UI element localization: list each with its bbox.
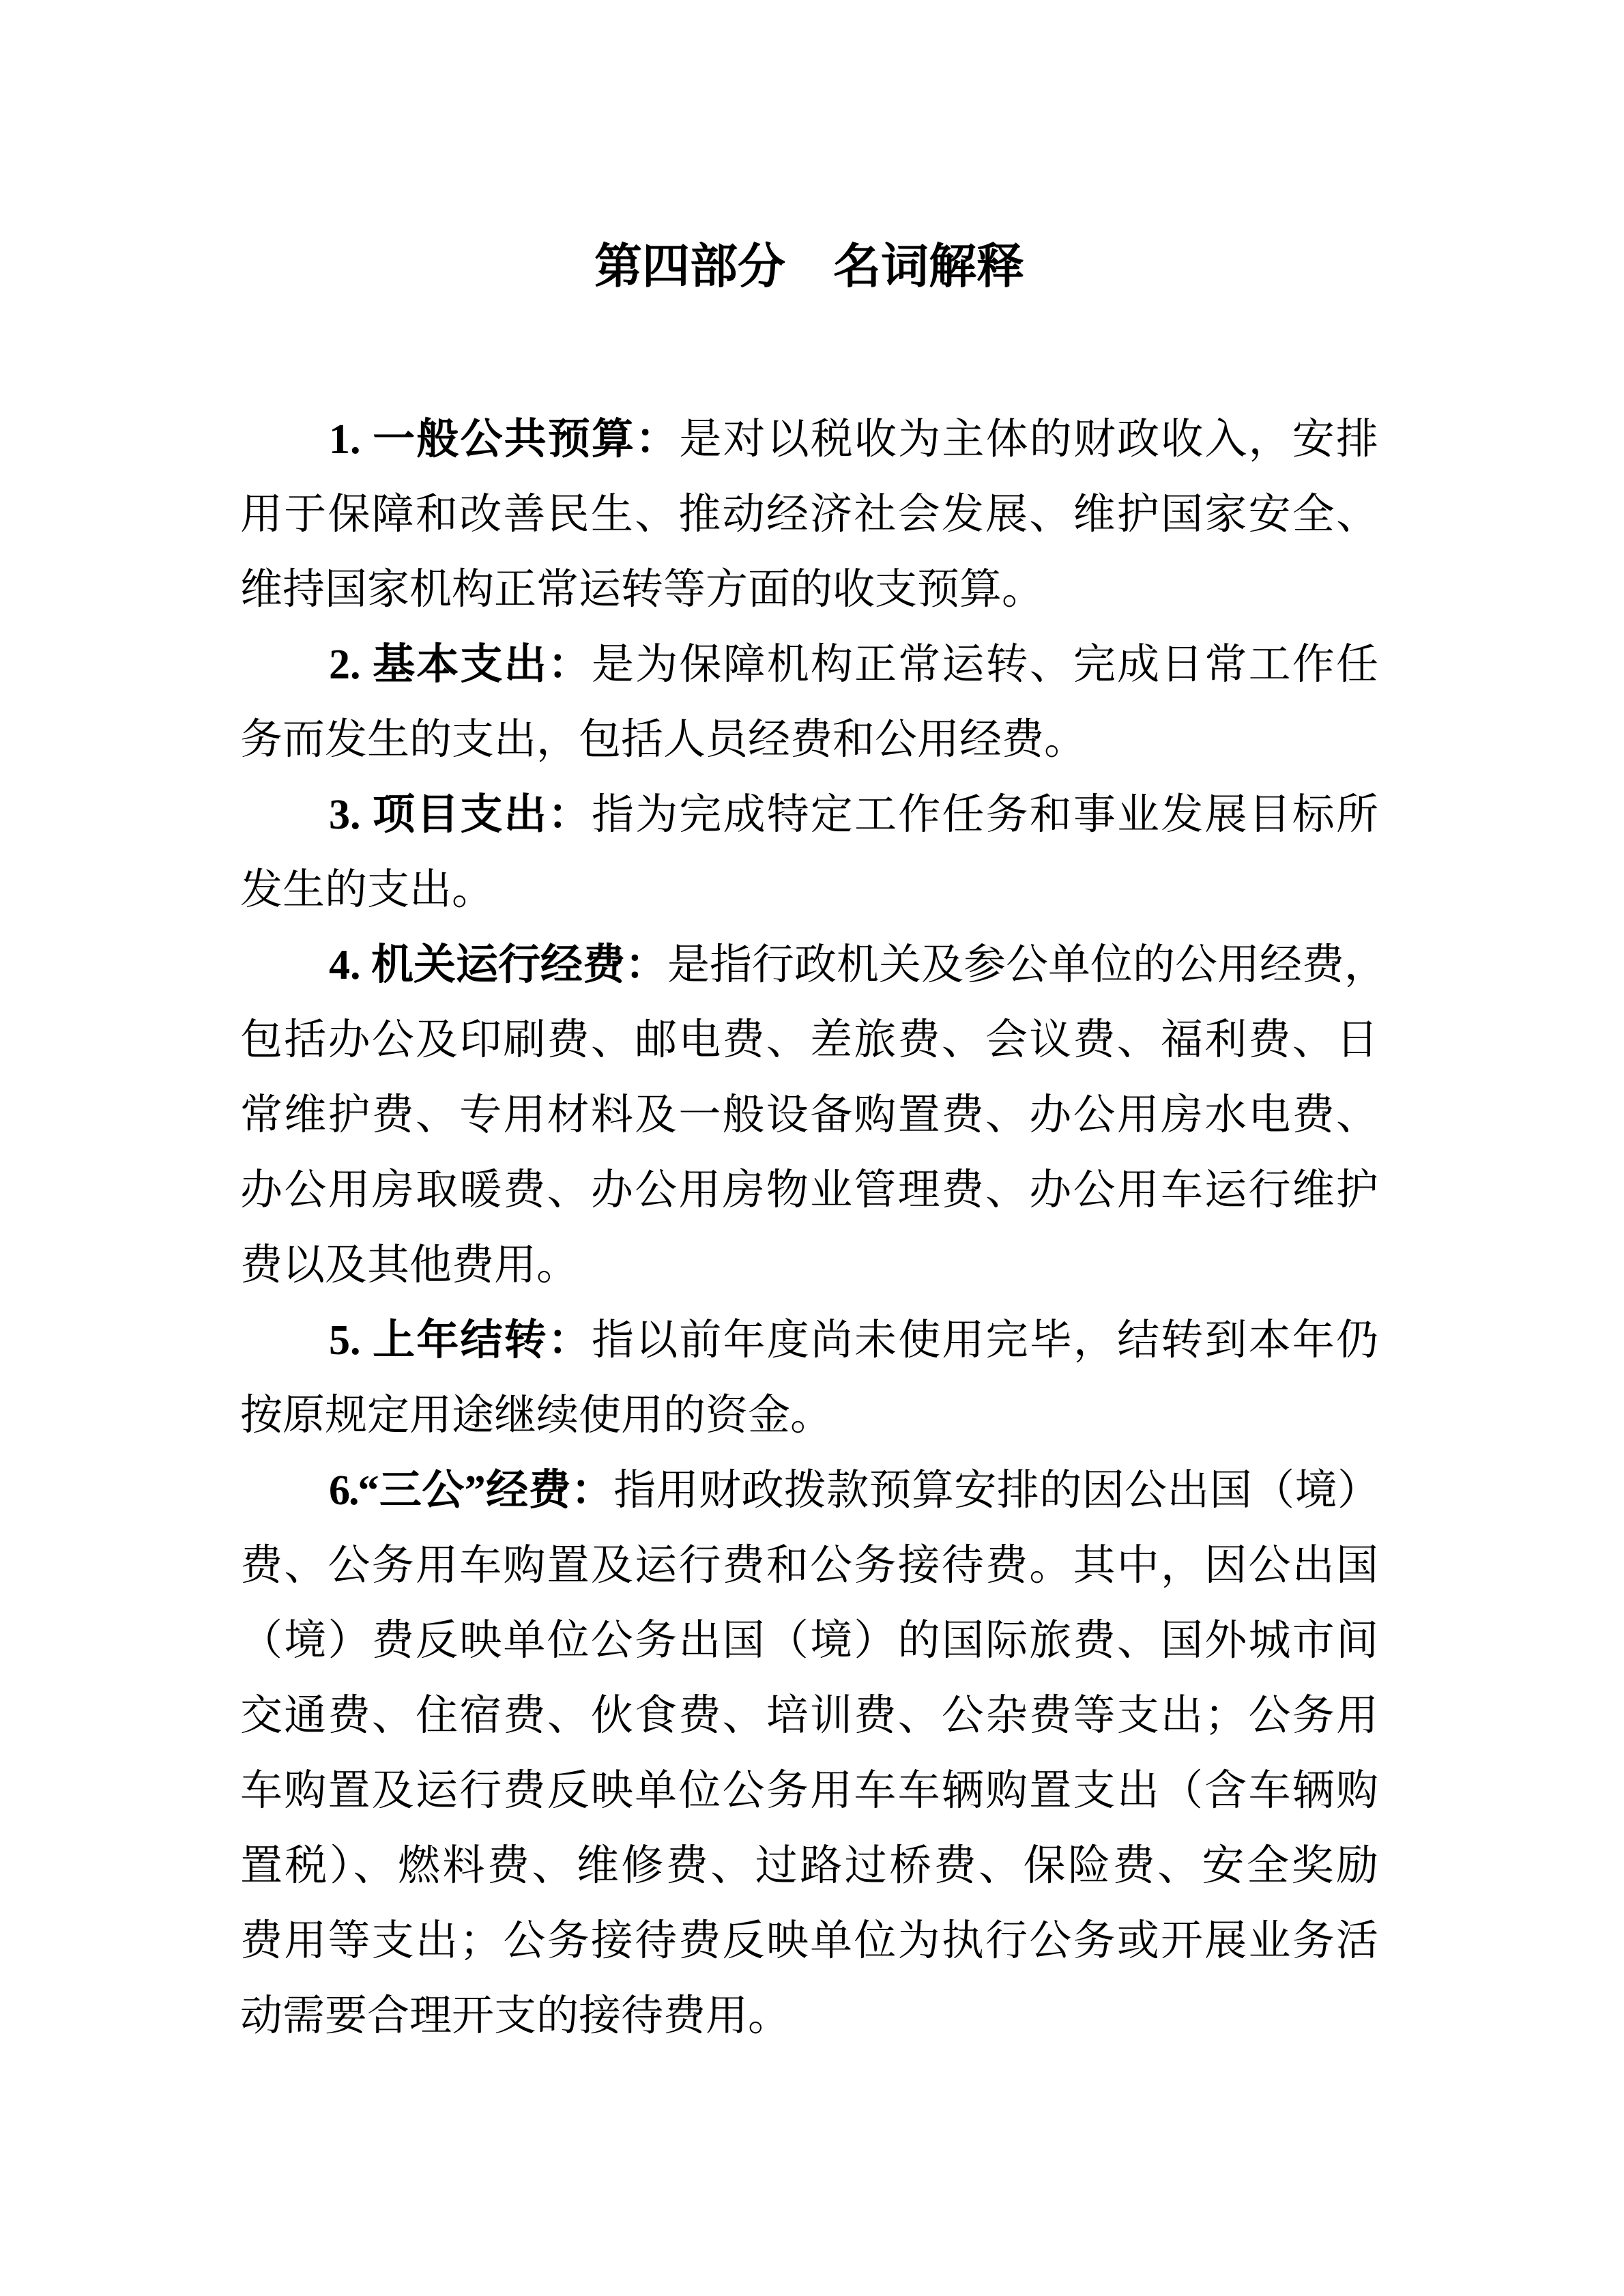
p6-line-4: 交通费、住宿费、伙食费、培训费、公杂费等支出；公务用 [240,1693,1378,1739]
p5-term: 5. 上年结转： [329,1317,592,1364]
p4-line-5: 费以及其他费用。 [240,1242,579,1289]
p4-line-3: 常维护费、专用材料及一般设备购置费、办公用房水电费、 [240,1092,1378,1138]
p6-line-5: 车购置及运行费反映单位公务用车车辆购置支出（含车辆购 [240,1768,1378,1814]
p4-line-1 [240,928,1387,1003]
p6-line-2: 费、公务用车购置及运行费和公务接待费。其中，因公出国 [240,1542,1378,1589]
p1-line-1-text: 是对以税收为主体的财政收入，安排 [679,416,1378,463]
p6-line-7: 费用等支出；公务接待费反映单位为执行公务或开展业务活 [240,1918,1378,1964]
p2-line-1-text: 是为保障机构正常运转、完成日常工作任 [592,642,1378,688]
p1-line-1 [240,402,1378,477]
p5-line-1-text: 指以前年度尚未使用完毕，结转到本年仍 [592,1317,1378,1364]
p4-line-2: 包括办公及印刷费、邮电费、差旅费、会议费、福利费、日 [240,1017,1378,1063]
document-body [240,402,1387,2054]
p6-term: 6.“三公”经费： [329,1467,614,1514]
p6-line-3: （境）费反映单位公务出国（境）的国际旅费、国外城市间 [240,1618,1378,1664]
p2-term: 2. 基本支出： [329,642,592,688]
p6-line-6: 置税）、燃料费、维修费、过路过桥费、保险费、安全奖励 [240,1843,1378,1889]
p1-line-3: 维持国家机构正常运转等方面的收支预算。 [240,566,1045,613]
p2-line-1 [240,627,1378,702]
p5-line-1 [240,1303,1378,1378]
p6-line-8: 动需要合理开支的接待费用。 [240,1993,791,2039]
p3-line-1-text: 指为完成特定工作任务和事业发展目标所 [592,792,1378,838]
p1-line-2: 用于保障和改善民生、推动经济社会发展、维护国家安全、 [240,491,1378,538]
p4-term: 4. 机关运行经费： [329,942,668,988]
p3-line-1 [240,777,1378,852]
p5-line-2: 按原规定用途继续使用的资金。 [240,1392,833,1439]
page-title: 第四部分 名词解释 [594,241,1024,293]
p6-line-1-text: 指用财政拨款预算安排的因公出国（境） [613,1467,1378,1514]
p1-term: 1. 一般公共预算： [329,416,680,463]
p6-line-1 [240,1453,1378,1528]
p4-line-1-text: 是指行政机关及参公单位的公用经费， [667,942,1387,988]
p3-line-2: 发生的支出。 [240,867,495,913]
p4-line-4: 办公用房取暖费、办公用房物业管理费、办公用车运行维护 [240,1167,1378,1214]
p3-term: 3. 项目支出： [329,792,592,838]
p2-line-2: 务而发生的支出，包括人员经费和公用经费。 [240,717,1087,763]
